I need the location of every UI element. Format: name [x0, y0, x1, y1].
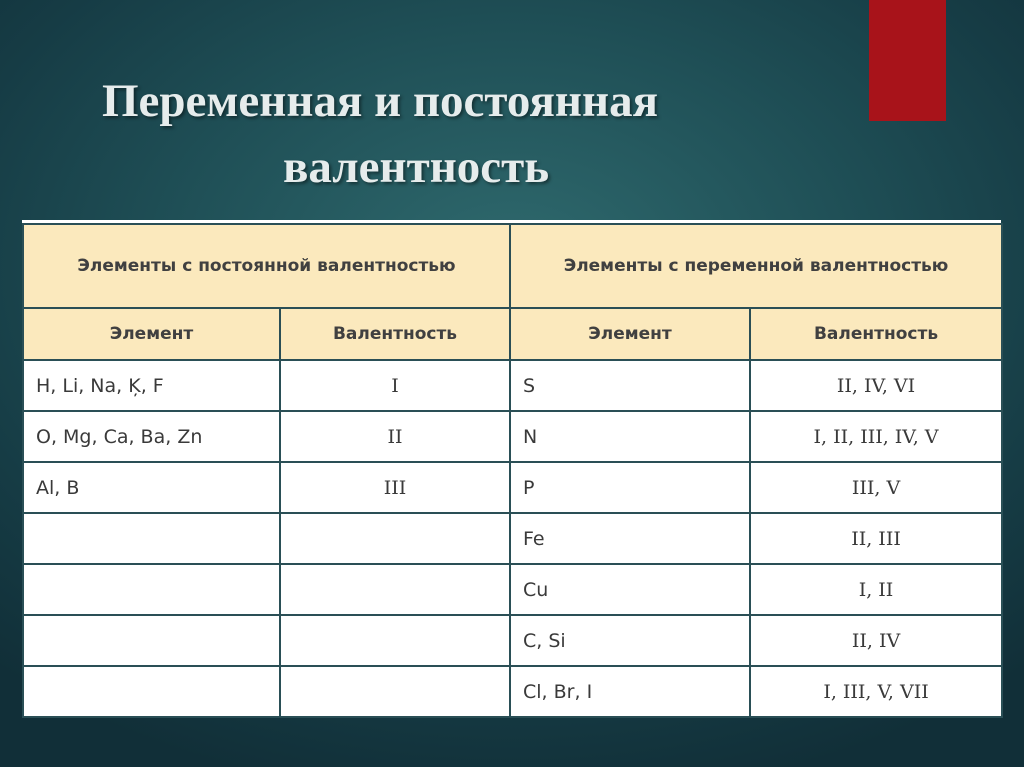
column-header-valence: Валентность [750, 308, 1002, 360]
table-row [23, 360, 1002, 411]
title-line-2: валентность [283, 141, 550, 193]
table-cell: II, IV, VI [750, 360, 1002, 411]
column-header-element: Элемент [23, 308, 280, 360]
table-row [23, 513, 1002, 564]
table-cell: I, II, III, IV, V [750, 411, 1002, 462]
table-cell: P [510, 462, 750, 513]
table-row [23, 564, 1002, 615]
table-row [23, 411, 1002, 462]
table-cell: I, II [750, 564, 1002, 615]
table-cell [23, 564, 280, 615]
table-cell: I, III, V, VII [750, 666, 1002, 717]
table-cell: H, Li, Na, Ķ, F [23, 360, 280, 411]
table-cell: C, Si [510, 615, 750, 666]
table-cell [23, 666, 280, 717]
table-cell: I [280, 360, 510, 411]
table-cell: N [510, 411, 750, 462]
variable-valence-header: Элементы с переменной валентностью [510, 224, 1002, 308]
valence-table [22, 223, 1003, 718]
table-row [23, 462, 1002, 513]
column-header-valence: Валентность [280, 308, 510, 360]
table-cell: III, V [750, 462, 1002, 513]
table-cell: II, III [750, 513, 1002, 564]
table-cell: Cl, Br, I [510, 666, 750, 717]
table-cell: S [510, 360, 750, 411]
valence-table-container [22, 220, 1001, 718]
table-cell: O, Mg, Ca, Ba, Zn [23, 411, 280, 462]
table-cell [280, 513, 510, 564]
table-cell: Cu [510, 564, 750, 615]
column-header-element: Элемент [510, 308, 750, 360]
slide-title [0, 68, 900, 200]
table-cell: III [280, 462, 510, 513]
table-row [23, 666, 1002, 717]
table-cell: II, IV [750, 615, 1002, 666]
table-row [23, 615, 1002, 666]
table-cell: Al, B [23, 462, 280, 513]
sub-header-row [23, 308, 1002, 360]
table-cell: II [280, 411, 510, 462]
table-cell [280, 564, 510, 615]
table-cell [280, 666, 510, 717]
table-cell [280, 615, 510, 666]
group-header-row [23, 224, 1002, 308]
title-line-1: Переменная и постоянная [102, 75, 658, 127]
table-cell [23, 513, 280, 564]
table-cell [23, 615, 280, 666]
constant-valence-header: Элементы с постоянной валентностью [23, 224, 510, 308]
table-cell: Fe [510, 513, 750, 564]
